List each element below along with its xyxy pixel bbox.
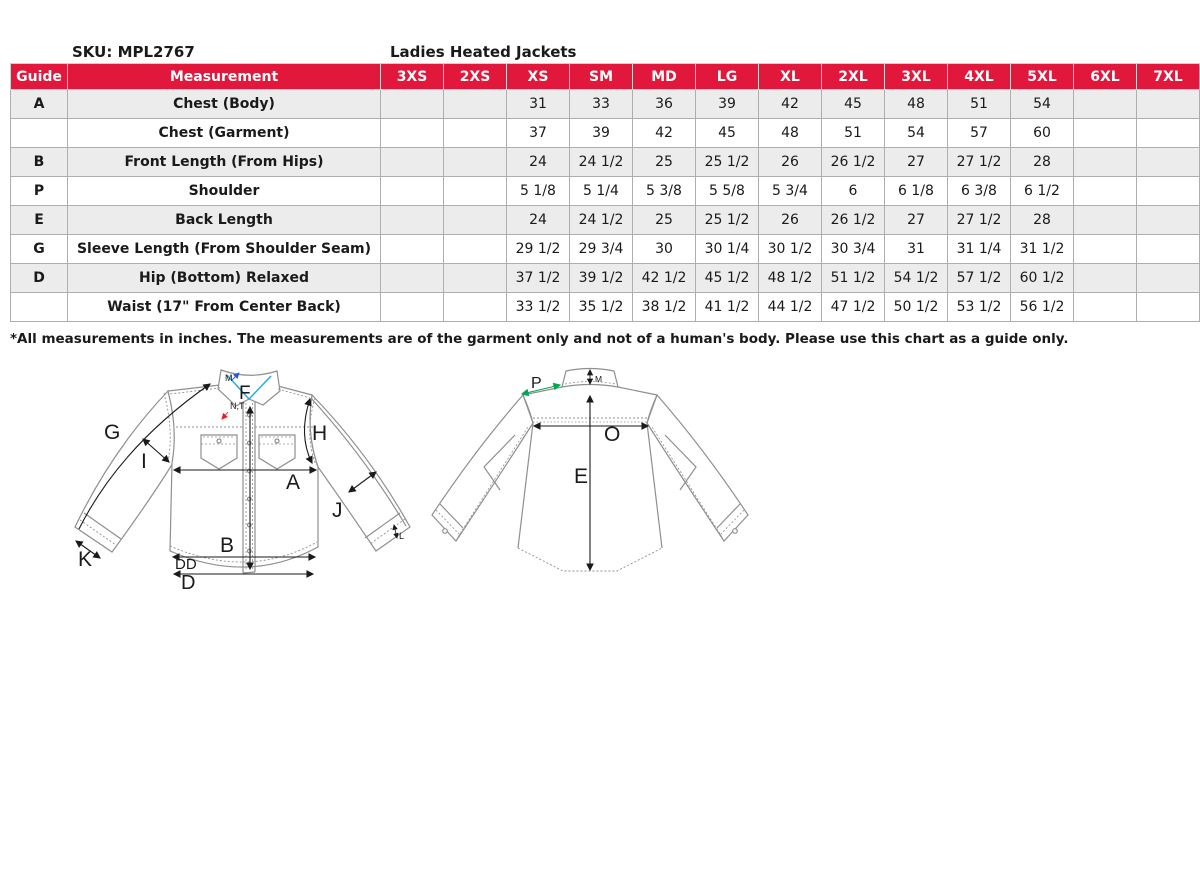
column-header-xl: XL [759,64,822,90]
size-value-cell: 29 3/4 [570,235,633,264]
back-label-o: O [604,423,621,446]
size-value-cell [381,293,444,322]
size-value-cell: 53 1/2 [948,293,1011,322]
size-value-cell: 48 [759,119,822,148]
size-value-cell: 24 1/2 [570,206,633,235]
size-value-cell: 45 [822,90,885,119]
size-value-cell [1074,148,1137,177]
back-label-p: P [531,375,542,392]
size-value-cell: 44 1/2 [759,293,822,322]
size-value-cell: 60 1/2 [1011,264,1074,293]
measurement-cell: Sleeve Length (From Shoulder Seam) [68,235,381,264]
size-value-cell [381,235,444,264]
size-value-cell [1074,264,1137,293]
size-value-cell: 6 1/2 [1011,177,1074,206]
front-label-m: M [225,373,233,383]
product-title: Ladies Heated Jackets [390,43,577,61]
guide-cell: G [11,235,68,264]
size-value-cell: 27 [885,206,948,235]
size-value-cell [1074,90,1137,119]
size-value-cell: 37 1/2 [507,264,570,293]
guide-cell: B [11,148,68,177]
measurement-cell: Waist (17" From Center Back) [68,293,381,322]
size-value-cell: 31 [507,90,570,119]
size-value-cell: 24 1/2 [570,148,633,177]
size-chart-table [10,63,1200,322]
sku-label: SKU: MPL2767 [72,43,195,61]
table-row [11,177,1200,206]
size-value-cell [381,177,444,206]
front-label-dd: DD [175,556,197,573]
column-header-6xl: 6XL [1074,64,1137,90]
size-value-cell: 54 [1011,90,1074,119]
size-value-cell: 39 [696,90,759,119]
size-value-cell: 45 1/2 [696,264,759,293]
measurement-cell: Front Length (From Hips) [68,148,381,177]
column-header-3xs: 3XS [381,64,444,90]
size-value-cell [1074,206,1137,235]
size-value-cell: 54 1/2 [885,264,948,293]
size-value-cell: 33 1/2 [507,293,570,322]
guide-cell [11,293,68,322]
column-header-5xl: 5XL [1011,64,1074,90]
front-label-h: H [312,422,328,445]
size-value-cell: 39 [570,119,633,148]
size-value-cell: 26 1/2 [822,206,885,235]
size-value-cell: 33 [570,90,633,119]
table-row [11,148,1200,177]
size-value-cell: 45 [696,119,759,148]
size-value-cell: 26 [759,148,822,177]
size-value-cell [1137,235,1200,264]
column-header-measurement: Measurement [68,64,381,90]
size-value-cell: 30 1/4 [696,235,759,264]
front-label-nt: N,T [230,401,245,411]
guide-cell: D [11,264,68,293]
column-header-7xl: 7XL [1137,64,1200,90]
size-value-cell: 5 5/8 [696,177,759,206]
size-value-cell: 26 [759,206,822,235]
size-value-cell [1137,90,1200,119]
front-label-d: D [181,572,196,594]
cuff-button [733,529,738,534]
guide-cell: A [11,90,68,119]
size-value-cell: 30 1/2 [759,235,822,264]
column-header-xs: XS [507,64,570,90]
size-value-cell: 29 1/2 [507,235,570,264]
size-value-cell: 37 [507,119,570,148]
back-label-e: E [574,465,589,488]
size-chart-body [11,90,1200,322]
column-header-3xl: 3XL [885,64,948,90]
size-value-cell: 6 1/8 [885,177,948,206]
size-value-cell [444,264,507,293]
size-value-cell: 57 1/2 [948,264,1011,293]
size-value-cell: 51 [948,90,1011,119]
front-label-i: I [141,450,147,473]
column-header-2xl: 2XL [822,64,885,90]
table-row [11,90,1200,119]
size-value-cell [1074,119,1137,148]
size-value-cell: 30 [633,235,696,264]
column-header-4xl: 4XL [948,64,1011,90]
column-header-md: MD [633,64,696,90]
size-value-cell: 24 [507,148,570,177]
size-value-cell [444,293,507,322]
table-row [11,119,1200,148]
column-header-lg: LG [696,64,759,90]
size-value-cell [1137,177,1200,206]
column-header-2xs: 2XS [444,64,507,90]
back-left-sleeve [432,395,533,541]
size-value-cell: 39 1/2 [570,264,633,293]
size-value-cell [1074,177,1137,206]
size-value-cell: 36 [633,90,696,119]
table-row [11,206,1200,235]
size-value-cell [444,119,507,148]
front-label-g: G [104,421,121,444]
size-value-cell: 35 1/2 [570,293,633,322]
front-label-l: L [399,531,405,541]
size-value-cell [381,264,444,293]
size-value-cell: 42 [759,90,822,119]
table-row [11,293,1200,322]
size-value-cell [381,148,444,177]
size-value-cell: 25 1/2 [696,148,759,177]
size-value-cell: 42 1/2 [633,264,696,293]
size-value-cell [381,206,444,235]
size-value-cell: 6 [822,177,885,206]
column-header-guide: Guide [11,64,68,90]
size-value-cell: 5 1/8 [507,177,570,206]
cuff-button [443,529,448,534]
size-value-cell [381,90,444,119]
size-value-cell: 5 3/4 [759,177,822,206]
guide-cell [11,119,68,148]
size-value-cell: 31 [885,235,948,264]
size-value-cell: 26 1/2 [822,148,885,177]
size-value-cell: 27 1/2 [948,148,1011,177]
size-value-cell: 28 [1011,206,1074,235]
measurement-cell: Chest (Body) [68,90,381,119]
front-left-sleeve [75,391,175,552]
measurement-cell: Chest (Garment) [68,119,381,148]
measurement-cell: Shoulder [68,177,381,206]
size-value-cell [381,119,444,148]
size-value-cell: 50 1/2 [885,293,948,322]
measurement-cell: Hip (Bottom) Relaxed [68,264,381,293]
table-row [11,235,1200,264]
size-value-cell: 25 1/2 [696,206,759,235]
size-value-cell: 47 1/2 [822,293,885,322]
front-label-a: A [286,471,301,494]
size-value-cell [1137,206,1200,235]
size-value-cell: 25 [633,148,696,177]
size-value-cell: 48 [885,90,948,119]
size-value-cell [1137,293,1200,322]
front-label-f: F [239,383,251,404]
size-value-cell: 51 1/2 [822,264,885,293]
size-value-cell [1137,148,1200,177]
back-label-m: M [595,374,603,384]
front-label-b: B [220,534,235,557]
table-row [11,264,1200,293]
guide-cell: P [11,177,68,206]
size-value-cell [444,206,507,235]
column-header-sm: SM [570,64,633,90]
size-value-cell [1137,119,1200,148]
size-value-cell: 31 1/2 [1011,235,1074,264]
size-value-cell: 6 3/8 [948,177,1011,206]
size-value-cell [444,177,507,206]
guide-cell: E [11,206,68,235]
size-value-cell: 5 1/4 [570,177,633,206]
size-value-cell [1137,264,1200,293]
size-value-cell: 48 1/2 [759,264,822,293]
front-label-j: J [332,499,343,522]
size-value-cell: 60 [1011,119,1074,148]
size-value-cell: 42 [633,119,696,148]
size-value-cell: 54 [885,119,948,148]
size-value-cell: 27 [885,148,948,177]
size-value-cell: 51 [822,119,885,148]
size-value-cell: 28 [1011,148,1074,177]
back-jacket-diagram [420,355,790,605]
size-value-cell: 41 1/2 [696,293,759,322]
size-value-cell [444,90,507,119]
measurement-cell: Back Length [68,206,381,235]
size-value-cell: 24 [507,206,570,235]
front-label-k: K [78,548,93,571]
size-value-cell [444,235,507,264]
size-value-cell [1074,235,1137,264]
size-value-cell: 38 1/2 [633,293,696,322]
front-jacket-diagram [60,355,430,605]
size-value-cell: 25 [633,206,696,235]
footnote: *All measurements in inches. The measurements are of the garment only and not of a human's body. Please use this chart as a guide only. [10,331,1069,347]
size-value-cell: 30 3/4 [822,235,885,264]
size-value-cell [444,148,507,177]
size-value-cell: 56 1/2 [1011,293,1074,322]
size-value-cell [1074,293,1137,322]
header-row [11,64,1200,90]
size-value-cell: 31 1/4 [948,235,1011,264]
back-right-sleeve [647,395,748,541]
size-value-cell: 5 3/8 [633,177,696,206]
size-value-cell: 27 1/2 [948,206,1011,235]
size-value-cell: 57 [948,119,1011,148]
size-chart-header [11,64,1200,90]
